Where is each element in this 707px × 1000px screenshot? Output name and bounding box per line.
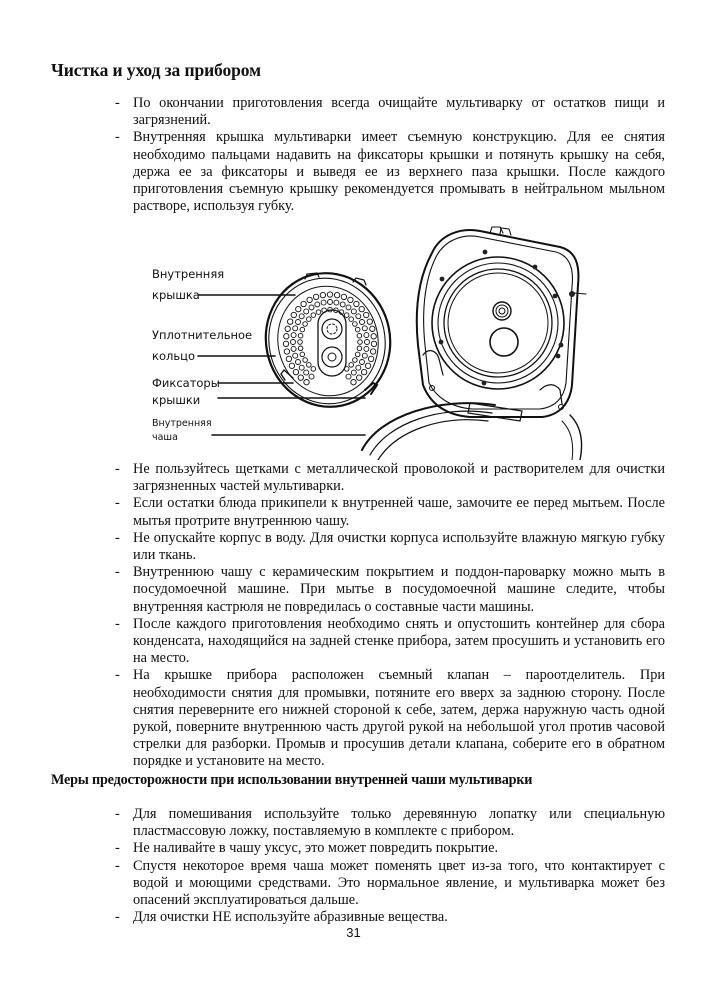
multicooker-lid-diagram bbox=[140, 225, 600, 460]
steam-hole bbox=[348, 297, 353, 302]
list-item bbox=[115, 461, 665, 495]
steam-hole bbox=[315, 302, 320, 307]
list-item bbox=[115, 495, 665, 529]
list-item bbox=[115, 667, 665, 770]
bullet-dash: - bbox=[115, 857, 120, 874]
list-item bbox=[115, 806, 665, 840]
label-inner-lid-line1: Внутренняя bbox=[152, 267, 225, 281]
list-item bbox=[115, 840, 665, 857]
list-item bbox=[115, 616, 665, 668]
steam-hole bbox=[291, 312, 296, 317]
steam-hole bbox=[298, 346, 303, 351]
steam-hole bbox=[360, 360, 365, 365]
bullet-dash: - bbox=[115, 615, 120, 632]
label-lid-latches-line1: Фиксаторы bbox=[152, 376, 220, 390]
steam-hole bbox=[316, 310, 321, 315]
steam-hole bbox=[300, 327, 305, 332]
steam-hole bbox=[298, 340, 303, 345]
steam-hole bbox=[311, 367, 316, 372]
steam-hole bbox=[293, 353, 298, 358]
list-item bbox=[115, 129, 665, 215]
page-number: 31 bbox=[346, 925, 361, 940]
steam-hole bbox=[304, 309, 309, 314]
steam-hole bbox=[291, 346, 296, 351]
steam-hole bbox=[368, 356, 373, 361]
steam-hole bbox=[359, 306, 364, 311]
steam-hole bbox=[309, 374, 314, 379]
steam-hole bbox=[311, 313, 316, 318]
steam-hole bbox=[361, 369, 366, 374]
steam-hole bbox=[301, 301, 306, 306]
steam-hole bbox=[341, 294, 346, 299]
steam-hole bbox=[349, 317, 354, 322]
bullet-dash: - bbox=[115, 564, 120, 581]
steam-hole bbox=[283, 341, 288, 346]
steam-hole bbox=[371, 341, 376, 346]
steam-hole bbox=[353, 358, 358, 363]
list-item bbox=[115, 530, 665, 564]
steam-hole bbox=[351, 370, 356, 375]
cleaning-list-bottom bbox=[115, 461, 665, 771]
steam-hole bbox=[346, 305, 351, 310]
list-item-text: Внутреннюю чашу с керамическим покрытием и поддон-пароварку можно мыть в посудомоечной машине. При мытье в посудомоечной машине следите, чтобы внутренняя кастрюля не повредилась о составные части машины. bbox=[133, 564, 665, 615]
steam-hole bbox=[346, 374, 351, 379]
steam-hole bbox=[357, 375, 362, 380]
label-seal-ring-line2: кольцо bbox=[152, 349, 195, 363]
steam-hole bbox=[327, 292, 332, 297]
steam-hole bbox=[303, 358, 308, 363]
steam-hole bbox=[321, 300, 326, 305]
label-inner-bowl-line2: чаша bbox=[152, 432, 178, 443]
steam-hole bbox=[291, 340, 296, 345]
steam-hole bbox=[334, 300, 339, 305]
bullet-dash: - bbox=[115, 667, 120, 684]
bullet-dash: - bbox=[115, 840, 120, 857]
steam-hole bbox=[365, 363, 370, 368]
bowl-precautions-list bbox=[115, 806, 665, 926]
list-item-text: Не опускайте корпус в воду. Для очистки корпуса используйте влажную мягкую губку или ткань. bbox=[133, 529, 665, 564]
list-item bbox=[115, 95, 665, 129]
steam-hole bbox=[296, 320, 301, 325]
steam-hole bbox=[351, 380, 356, 385]
list-item bbox=[115, 909, 665, 926]
steam-hole bbox=[365, 340, 370, 345]
list-item-text: Внутренняя крышка мультиварки имеет съемную конструкцию. Для ее снятия необходимо пальцами надавить на фиксаторы крышки и потянуть крышку на себя, держа ее за фиксаторы и выведя ее из верхнего паза крышки. После каждого приготовления съемную крышку рекомендуется промывать в нейтральном мыльном растворе, используя губку. bbox=[133, 129, 665, 215]
steam-hole bbox=[357, 333, 362, 338]
list-item bbox=[115, 564, 665, 616]
steam-hole bbox=[296, 360, 301, 365]
list-item-text: По окончании приготовления всегда очищайте мультиварку от остатков пищи и загрязнений. bbox=[133, 95, 665, 129]
label-inner-bowl-line1: Внутренняя bbox=[152, 418, 212, 429]
steam-hole bbox=[356, 314, 361, 319]
steam-hole bbox=[293, 326, 298, 331]
steam-hole bbox=[286, 356, 291, 361]
list-item-text: Не наливайте в чашу уксус, это может повредить покрытие. bbox=[133, 840, 499, 857]
steam-hole bbox=[328, 300, 333, 305]
steam-hole bbox=[307, 297, 312, 302]
list-item-text: Для помешивания используйте только деревянную лопатку или специальную пластмассовую ложку, поставляемую в комплекте с прибором. bbox=[133, 806, 665, 840]
steam-hole bbox=[371, 334, 376, 339]
multicooker-illustration bbox=[362, 227, 586, 460]
inner-lid-illustration bbox=[253, 262, 402, 419]
bullet-dash: - bbox=[115, 129, 120, 146]
cleaning-list-top bbox=[115, 95, 665, 215]
steam-hole bbox=[284, 349, 289, 354]
section-title-cleaning: Чистка и уход за прибором bbox=[51, 60, 261, 80]
steam-hole bbox=[364, 333, 369, 338]
steam-hole bbox=[351, 309, 356, 314]
bullet-dash: - bbox=[115, 495, 120, 512]
label-inner-lid-line2: крышка bbox=[152, 288, 200, 302]
steam-hole bbox=[362, 326, 367, 331]
steam-hole bbox=[320, 292, 325, 297]
list-item-text: Для очистки НЕ используйте абразивные вещества. bbox=[133, 909, 448, 926]
label-seal-ring-line1: Уплотнительное bbox=[152, 328, 253, 342]
steam-hole bbox=[296, 306, 301, 311]
steam-hole bbox=[370, 349, 375, 354]
steam-hole bbox=[304, 370, 309, 375]
bullet-dash: - bbox=[115, 461, 120, 477]
steam-hole bbox=[334, 292, 339, 297]
steam-hole bbox=[298, 333, 303, 338]
list-item-text: Спустя некоторое время чаша может поменять цвет из-за того, что контактирует с водой и моющими средствами. Это нормальное явление, и мультиварка может без опасений эксплуатироваться дальше. bbox=[133, 857, 665, 909]
bullet-dash: - bbox=[115, 529, 120, 546]
steam-hole bbox=[293, 369, 298, 374]
steam-hole bbox=[299, 365, 304, 370]
steam-hole bbox=[307, 363, 312, 368]
bullet-dash: - bbox=[115, 806, 120, 822]
steam-hole bbox=[360, 320, 365, 325]
steam-hole bbox=[349, 363, 354, 368]
steam-hole bbox=[344, 313, 349, 318]
steam-hole bbox=[362, 353, 367, 358]
steam-hole bbox=[303, 322, 308, 327]
list-item-text: Если остатки блюда прикипели к внутренней чаше, замочите ее перед мытьем. После мытья протрите внутреннюю чашу. bbox=[133, 495, 665, 529]
steam-hole bbox=[354, 301, 359, 306]
steam-hole bbox=[364, 312, 369, 317]
steam-hole bbox=[358, 340, 363, 345]
steam-hole bbox=[284, 334, 289, 339]
steam-hole bbox=[298, 375, 303, 380]
steam-hole bbox=[370, 326, 375, 331]
steam-hole bbox=[364, 346, 369, 351]
label-lid-latches-line2: крышки bbox=[152, 393, 201, 407]
bullet-dash: - bbox=[115, 909, 120, 926]
steam-hole bbox=[356, 365, 361, 370]
steam-hole bbox=[307, 317, 312, 322]
steam-hole bbox=[353, 322, 358, 327]
steam-hole bbox=[355, 352, 360, 357]
list-item-text: Не пользуйтесь щетками с металлической проволокой и растворителем для очистки загрязненных частей мультиварки. bbox=[133, 461, 665, 495]
section-title-bowl-precautions: Меры предосторожности при использовании внутренней чаши мультиварки bbox=[51, 772, 533, 788]
steam-hole bbox=[288, 319, 293, 324]
steam-hole bbox=[355, 327, 360, 332]
steam-hole bbox=[344, 367, 349, 372]
steam-hole bbox=[357, 346, 362, 351]
steam-hole bbox=[313, 294, 318, 299]
steam-hole bbox=[299, 314, 304, 319]
list-item bbox=[115, 858, 665, 910]
list-item-text: На крышке прибора расположен съемный клапан – пароотделитель. При необходимости снятия для промывки, потяните его вверх за заднюю сторону. После снятия переверните его нижней стороной к себе, затем, держа наружную часть одной рукой, поверните внутреннюю часть другой рукой на небольшой угол против часовой стрелки для разборки. Промыв и просушив детали клапана, соберите его в обратном порядке и установите на место. bbox=[133, 667, 665, 770]
steam-hole bbox=[285, 326, 290, 331]
steam-hole bbox=[304, 380, 309, 385]
steam-hole bbox=[291, 333, 296, 338]
steam-hole bbox=[367, 319, 372, 324]
steam-hole bbox=[340, 302, 345, 307]
bullet-dash: - bbox=[115, 95, 120, 111]
steam-hole bbox=[289, 363, 294, 368]
list-item-text: После каждого приготовления необходимо снять и опустошить контейнер для сбора конденсата, находящийся на задней стенке прибора, затем просушить и установить его на место. bbox=[133, 615, 665, 667]
steam-hole bbox=[309, 305, 314, 310]
steam-hole bbox=[300, 352, 305, 357]
